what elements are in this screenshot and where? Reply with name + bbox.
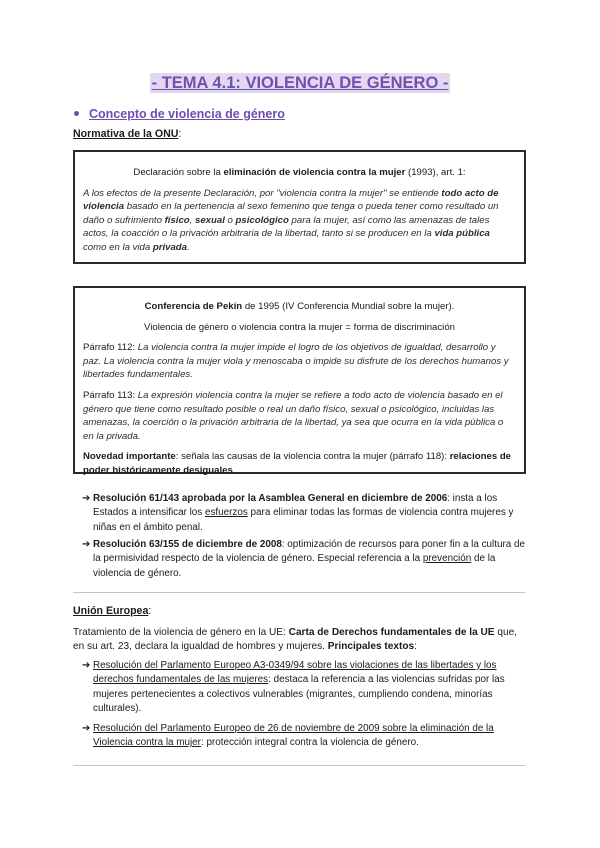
divider <box>73 765 525 766</box>
beijing-definition: Violencia de género o violencia contra la mujer = forma de discriminación <box>144 321 455 333</box>
quote-part: . <box>187 241 190 253</box>
quote-part: para la mujer, así como las amenazas de tales actos, la coacción o la privación arbitraria de la libertad, tanto si se producen en la <box>83 214 490 240</box>
subheading-onu-text: Normativa de la ONU <box>73 128 179 140</box>
resolution-underlined: prevención <box>422 553 472 565</box>
ue-item <box>82 659 528 717</box>
paragraph-112 <box>83 341 516 382</box>
section-heading-text: Concepto de violencia de género <box>89 107 285 121</box>
subheading-ue <box>73 605 151 617</box>
paragraph-113 <box>83 389 516 443</box>
section-heading <box>74 107 285 121</box>
ue-item <box>82 722 528 751</box>
novelty-note <box>83 450 516 477</box>
resolution-text: para eliminar todas las formas de violencia contra mujeres y niñas en el ámbito penal. <box>93 507 514 533</box>
declaration-quote <box>83 187 516 255</box>
ue-main-texts: Principales textos <box>327 641 415 653</box>
arrow-icon: ➔ <box>82 723 91 734</box>
ue-item-text: : protección integral contra la violencia de género. <box>200 737 419 749</box>
arrow-icon: ➔ <box>82 539 91 550</box>
ue-paragraph-mid: que, en su art. 23, declara la igualdad de hombres y mujeres. <box>73 627 517 653</box>
novelty-end: . <box>232 464 236 476</box>
declaration-box <box>73 150 526 264</box>
paragraph-113-text: La expresión violencia contra la mujer se refiere a todo acto de violencia basado en el género que tiene como resultado posible o real un daño físico, sexual o psicológico, incluidas las amenazas, la coerción o la privación arbitraria de la libertad, ya sea que ocurra en la vida pública o en la privada. <box>83 389 504 442</box>
resolution-item <box>82 492 528 535</box>
subheading-ue-colon: : <box>148 605 152 617</box>
quote-bold: físico <box>164 214 190 226</box>
subheading-onu <box>73 128 181 140</box>
paragraph-113-label: Párrafo 113: <box>83 389 138 401</box>
arrow-icon: ➔ <box>82 493 91 504</box>
quote-bold: privada <box>152 241 187 253</box>
subheading-onu-colon: : <box>178 128 182 140</box>
page-title <box>0 74 600 93</box>
beijing-title-bold: Conferencia de Pekín <box>144 301 243 312</box>
ue-item-link[interactable]: Resolución del Parlamento Europeo de 26 de noviembre de 2009 sobre la eliminación de la Violencia contra la mujer <box>93 723 494 749</box>
resolution-item <box>82 538 528 581</box>
novelty-label: Novedad importante <box>83 451 176 463</box>
ue-charter: Carta de Derechos fundamentales de la UE <box>288 627 495 638</box>
quote-bold: todo acto de violencia <box>83 187 499 213</box>
declaration-intro-pre: Declaración sobre la <box>133 167 224 178</box>
ue-paragraph <box>73 626 529 655</box>
quote-bold: sexual <box>195 214 225 226</box>
quote-part: o <box>224 214 236 226</box>
resolution-text: de la violencia de género. <box>93 553 496 579</box>
ue-paragraph-end: : <box>414 641 417 653</box>
beijing-title-post: de 1995 (IV Conferencia Mundial sobre la mujer). <box>242 301 455 312</box>
subheading-ue-text: Unión Europea <box>73 605 149 617</box>
ue-paragraph-pre: Tratamiento de la violencia de género en la UE: <box>73 627 289 638</box>
resolution-text: : optimización de recursos para poner fin a la cultura de la permisividad respecto de la violencia de género. Especial referencia a la <box>93 539 525 565</box>
novelty-bold: relaciones de poder históricamente desiguales <box>83 451 512 476</box>
beijing-box <box>73 286 526 474</box>
resolution-title: Resolución 63/155 de diciembre de 2008 <box>93 539 282 550</box>
page-title-text: - TEMA 4.1: VIOLENCIA DE GÉNERO - <box>151 74 449 92</box>
quote-part: , <box>189 214 195 226</box>
quote-part: como en la vida <box>83 241 153 253</box>
resolution-text: : insta a los Estados a intensificar los <box>93 493 498 519</box>
quote-bold: psicológico <box>235 214 289 226</box>
bullet-icon <box>74 111 79 116</box>
declaration-intro <box>83 166 516 180</box>
ue-item-text: : destaca la referencia a las violencias sufridas por las mujeres pertenecientes a colectivos vulnerables (migrantes, cumpliendo condena, minorías culturales). <box>93 674 505 715</box>
ue-item-link[interactable]: Resolución del Parlamento Europeo A3-0349/94 sobre las violaciones de las libertades y los derechos fundamentales de las mujeres <box>93 660 497 686</box>
quote-bold: vida pública <box>434 228 490 240</box>
resolution-underlined: esfuerzos <box>204 507 248 519</box>
paragraph-112-label: Párrafo 112: <box>83 342 138 354</box>
novelty-text: : señala las causas de la violencia contra la mujer (párrafo 118): <box>175 451 450 463</box>
arrow-icon: ➔ <box>82 660 91 671</box>
beijing-title <box>83 300 516 314</box>
divider <box>73 592 525 593</box>
resolution-title: Resolución 61/143 aprobada por la Asamblea General en diciembre de 2006 <box>93 493 448 504</box>
quote-part: basado en la pertenencia al sexo femenino que tenga o pueda tener como resultado un daño o sufrimiento <box>83 201 499 226</box>
declaration-intro-post: (1993), art. 1: <box>405 167 466 178</box>
quote-part: A los efectos de la presente Declaración, por "violencia contra la mujer" se entiende <box>83 187 442 199</box>
declaration-intro-bold: eliminación de violencia contra la mujer <box>223 167 406 178</box>
paragraph-112-text: La violencia contra la mujer impide el logro de los objetivos de igualdad, desarrollo y paz. La violencia contra la mujer viola y menoscaba o impide su disfrute de los derechos humanos y libertades fundamentales. <box>83 342 509 381</box>
